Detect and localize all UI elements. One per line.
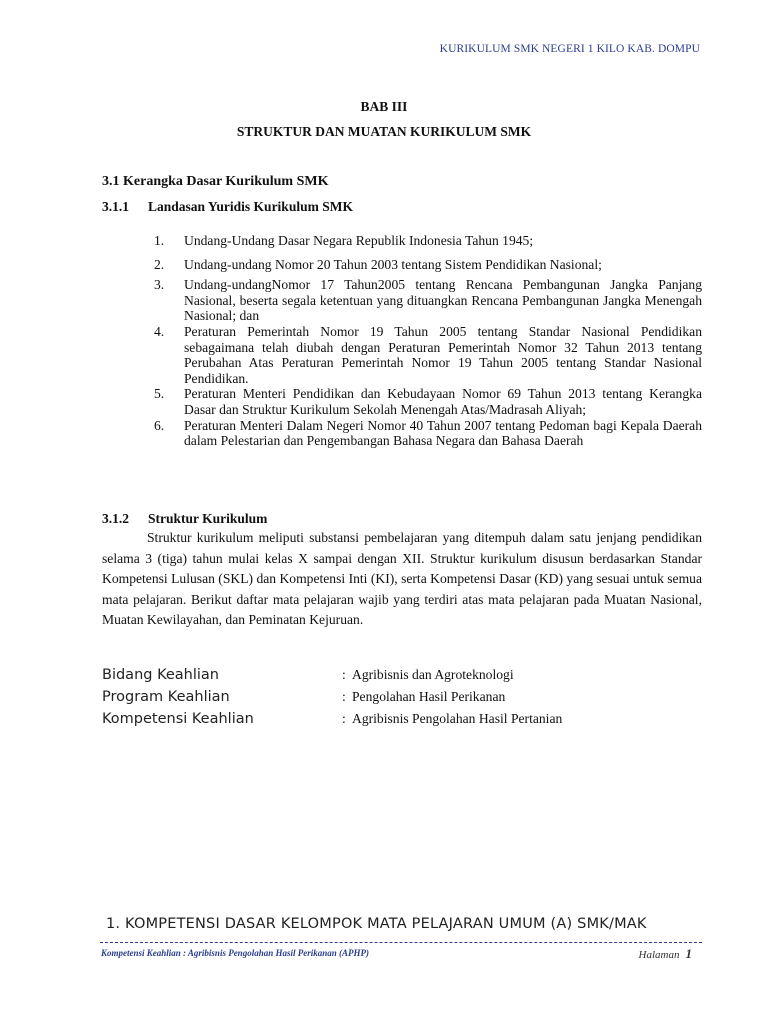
info-label: Bidang Keahlian xyxy=(102,667,219,683)
section-3-1-1-title: Landasan Yuridis Kurikulum SMK xyxy=(148,199,353,214)
info-value: Pengolahan Hasil Perikanan xyxy=(352,689,506,704)
info-label: Program Keahlian xyxy=(102,689,230,705)
chapter-title: STRUKTUR DAN MUATAN KURIKULUM SMK xyxy=(236,124,532,139)
page-number: 1 xyxy=(685,946,692,961)
info-colon: : xyxy=(342,667,346,682)
info-value: Agribisnis Pengolahan Hasil Pertanian xyxy=(352,711,563,726)
list-item xyxy=(102,277,702,324)
list-item xyxy=(102,257,702,273)
section-3-1-2-number: 3.1.2 xyxy=(102,511,129,526)
list-item xyxy=(102,386,702,417)
info-colon: : xyxy=(342,711,346,726)
list-item xyxy=(102,418,702,449)
list-item-text: Peraturan Menteri Dalam Negeri Nomor 40 Tahun 2007 tentang Pedoman bagi Kepala Daerah dalam Pelestarian dan Pengembangan Bahasa Negara dan Bahasa Daerah xyxy=(184,417,702,449)
list-item-text: Undang-undang Nomor 20 Tahun 2003 tentang Sistem Pendidikan Nasional; xyxy=(184,256,602,272)
running-header: KURIKULUM SMK NEGERI 1 KILO KAB. DOMPU xyxy=(439,43,700,55)
list-item-number: 6. xyxy=(154,417,165,433)
footer-competency: Kompetensi Keahlian : Agribisnis Pengolahan Hasil Perikanan (APHP) xyxy=(101,948,369,958)
list-item xyxy=(102,324,702,386)
list-item-number: 3. xyxy=(154,277,165,293)
section-3-1-1-number: 3.1.1 xyxy=(102,199,129,214)
footer-page xyxy=(639,946,692,962)
list-item-text: Peraturan Menteri Pendidikan dan Kebudayaan Nomor 69 Tahun 2013 tentang Kerangka Dasar dan Struktur Kurikulum Sekolah Menengah Atas/Madrasah Aliyah; xyxy=(184,386,702,417)
list-item-number: 5. xyxy=(154,386,165,402)
section-3-1-2-title: Struktur Kurikulum xyxy=(148,511,268,526)
list-item-text: Peraturan Pemerintah Nomor 19 Tahun 2005 tentang Standar Nasional Pendidikan sebagaimana telah diubah dengan Peraturan Pemerintah Nomor 32 Tahun 2013 tentang Perubahan Atas Peraturan Pemerintah Nomor 19 Tahun 2005 tentang Standar Nasional Pendidikan. xyxy=(184,323,702,386)
info-colon: : xyxy=(342,689,346,704)
footer-divider xyxy=(100,942,702,943)
list-item-text: Undang-undangNomor 17 Tahun2005 tentang Rencana Pembangunan Jangka Panjang Nasional, beserta segala ketentuan yang dituangkan Rencana Pembangunan Jangka Menengah Nasional; dan xyxy=(184,277,702,324)
section-3-1-title: 3.1 Kerangka Dasar Kurikulum SMK xyxy=(102,174,329,189)
list-item-number: 1. xyxy=(154,233,165,248)
list-item-number: 2. xyxy=(154,256,165,272)
list-item-text: Undang-Undang Dasar Negara Republik Indonesia Tahun 1945; xyxy=(184,233,534,248)
list-item xyxy=(102,233,702,249)
info-row-bidang xyxy=(102,667,702,689)
kompetensi-dasar-heading: 1. KOMPETENSI DASAR KELOMPOK MATA PELAJARAN UMUM (A) SMK/MAK xyxy=(106,916,647,932)
info-row-program xyxy=(102,689,702,711)
list-item-number: 4. xyxy=(154,323,165,339)
legal-basis-list xyxy=(102,233,702,449)
info-label: Kompetensi Keahlian xyxy=(102,711,254,727)
info-value: Agribisnis dan Agroteknologi xyxy=(352,667,514,682)
info-row-kompetensi xyxy=(102,711,702,733)
page-label: Halaman xyxy=(638,949,680,961)
chapter-number: BAB III xyxy=(360,99,408,114)
curriculum-structure-paragraph: Struktur kurikulum meliputi substansi pembelajaran yang ditempuh dalam satu jenjang pendidikan selama 3 (tiga) tahun mulai kelas X sampai dengan XII. Struktur kurikulum disusun berdasarkan Standar Kompetensi Lulusan (SKL) dan Kompetensi Inti (KI), serta Kompetensi Dasar (KD) yang sesuai untuk semua mata pelajaran. Berikut daftar mata pelajaran wajib yang terdiri atas mata pelajaran pada Muatan Nasional, Muatan Kewilayahan, dan Peminatan Kejuruan. xyxy=(102,530,702,627)
